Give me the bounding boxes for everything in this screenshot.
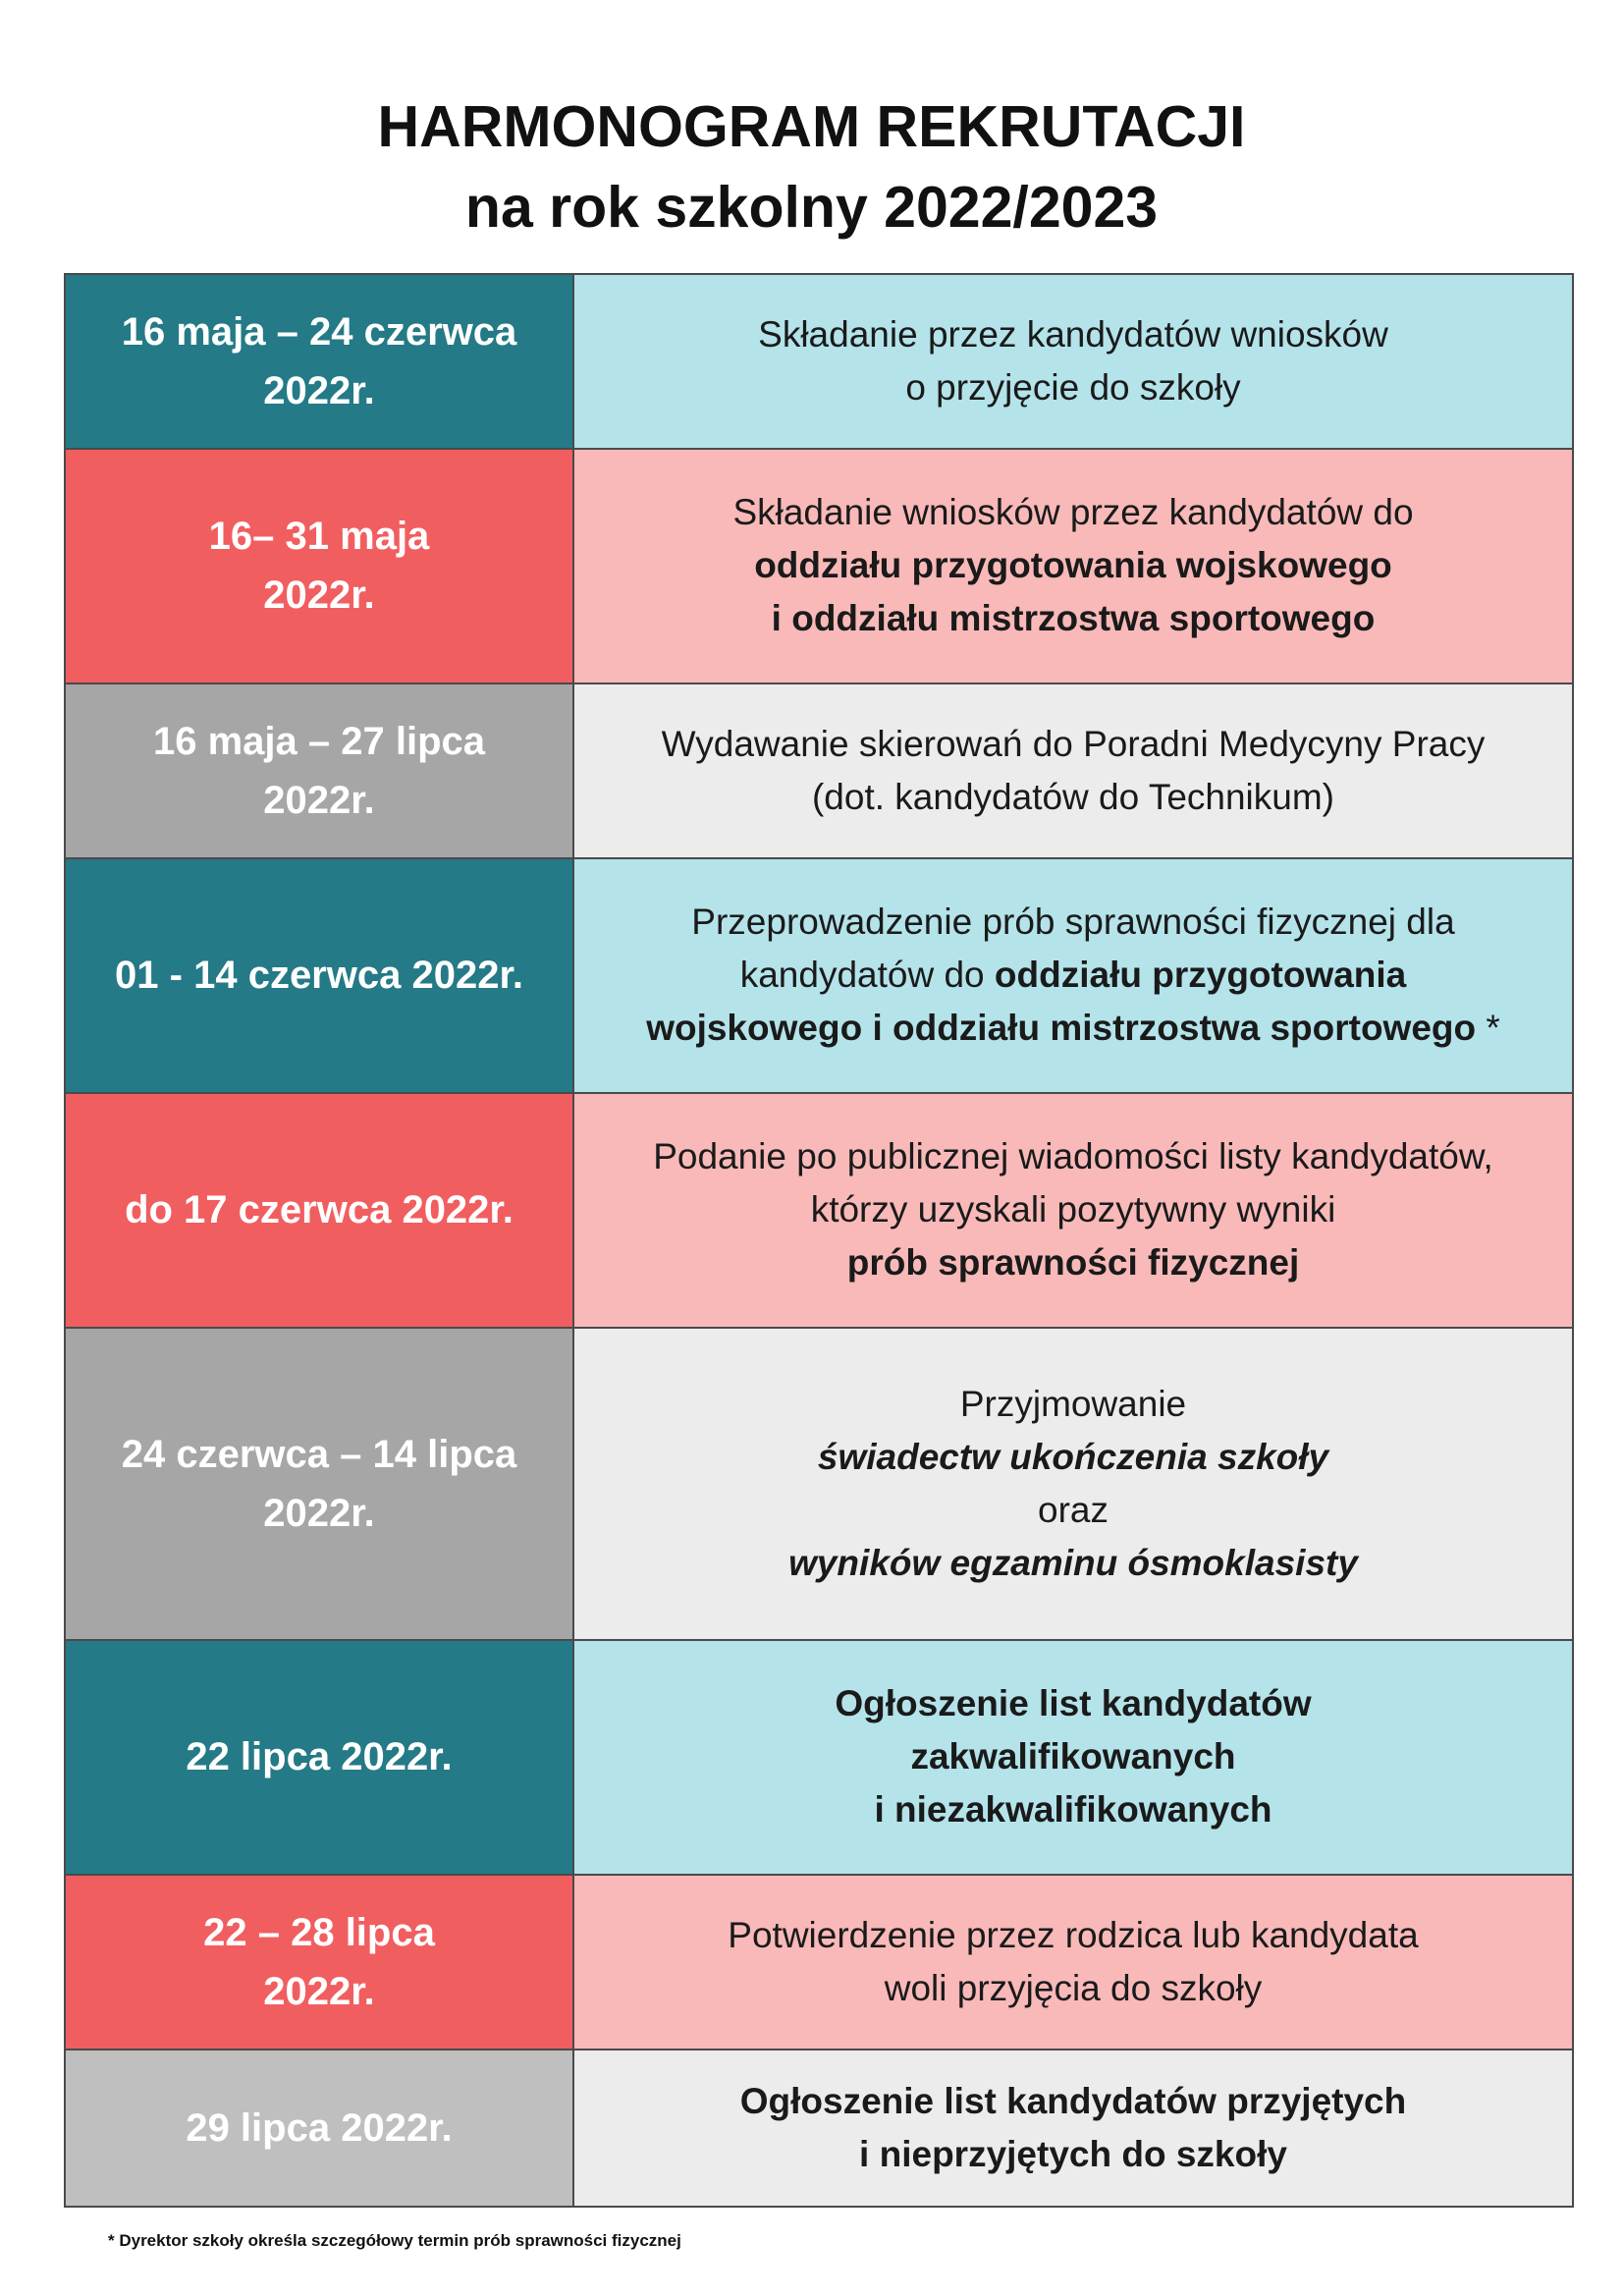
description-text: zakwalifikowanych bbox=[910, 1736, 1236, 1777]
schedule-description-line bbox=[588, 771, 1558, 824]
schedule-row bbox=[65, 683, 1573, 858]
schedule-date-line: 16 maja – 24 czerwca bbox=[121, 309, 517, 354]
schedule-date-line: 2022r. bbox=[263, 1491, 375, 1535]
schedule-date-cell bbox=[65, 1093, 573, 1328]
schedule-description-line bbox=[588, 1730, 1558, 1783]
schedule-row bbox=[65, 1093, 1573, 1328]
title-line-2: na rok szkolny 2022/2023 bbox=[464, 175, 1159, 240]
schedule-date-line: 24 czerwca – 14 lipca bbox=[121, 1432, 517, 1476]
schedule-date-line: 2022r. bbox=[263, 574, 375, 618]
schedule-date-cell bbox=[65, 274, 573, 449]
schedule-description-cell bbox=[573, 449, 1573, 683]
description-text: Przeprowadzenie prób sprawności fizycznej dla bbox=[691, 902, 1455, 943]
schedule-row bbox=[65, 449, 1573, 683]
schedule-description-line bbox=[588, 2075, 1558, 2128]
schedule-description-line bbox=[588, 539, 1558, 592]
schedule-date-line: 01 - 14 czerwca 2022r. bbox=[115, 954, 523, 998]
description-text: (dot. kandydatów do Technikum) bbox=[811, 776, 1334, 817]
schedule-date-line: 16 maja – 27 lipca bbox=[152, 719, 485, 763]
schedule-date-cell bbox=[65, 1875, 573, 2050]
schedule-date-line: 2022r. bbox=[263, 778, 375, 822]
footnote: * Dyrektor szkoły określa szczegółowy termin prób sprawności fizycznej bbox=[108, 2231, 681, 2250]
description-text: i niezakwalifikowanych bbox=[874, 1789, 1272, 1831]
schedule-body bbox=[65, 274, 1573, 2207]
schedule-description-line bbox=[588, 1677, 1558, 1730]
description-text: Składanie wniosków przez kandydatów do bbox=[732, 492, 1414, 533]
schedule-description-line bbox=[588, 1183, 1558, 1236]
schedule-date-line: do 17 czerwca 2022r. bbox=[125, 1188, 514, 1232]
schedule-date-line: 22 – 28 lipca bbox=[203, 1910, 435, 1954]
description-text: Przyjmowanie bbox=[959, 1383, 1187, 1424]
description-text: o przyjęcie do szkoły bbox=[905, 366, 1241, 408]
description-text: Wydawanie skierowań do Poradni Medycyny Pracy bbox=[661, 723, 1486, 764]
schedule-description-line bbox=[588, 949, 1558, 1002]
schedule-description-cell bbox=[573, 683, 1573, 858]
schedule-row bbox=[65, 1875, 1573, 2050]
description-text: Ogłoszenie list kandydatów bbox=[835, 1683, 1312, 1724]
schedule-date-cell bbox=[65, 1328, 573, 1640]
schedule-date-line: 2022r. bbox=[263, 368, 375, 412]
description-text: * bbox=[1476, 1008, 1500, 1049]
schedule-description-line bbox=[588, 1002, 1558, 1055]
schedule-row bbox=[65, 1328, 1573, 1640]
title-line-1: HARMONOGRAM REKRUTACJI bbox=[377, 94, 1246, 159]
schedule-description-line bbox=[588, 592, 1558, 645]
schedule-description-line bbox=[588, 1537, 1558, 1590]
schedule-date-cell bbox=[65, 683, 573, 858]
schedule-description-line bbox=[588, 2128, 1558, 2181]
schedule-row bbox=[65, 1640, 1573, 1875]
schedule-description-cell bbox=[573, 1328, 1573, 1640]
schedule-row bbox=[65, 858, 1573, 1093]
description-text: Składanie przez kandydatów wniosków bbox=[758, 313, 1388, 355]
schedule-description-cell bbox=[573, 1875, 1573, 2050]
schedule-date-cell bbox=[65, 1640, 573, 1875]
schedule-description-line bbox=[588, 1236, 1558, 1289]
schedule-description-cell bbox=[573, 858, 1573, 1093]
description-text: oddziału przygotowania wojskowego bbox=[754, 545, 1392, 586]
description-text: Potwierdzenie przez rodzica lub kandydata bbox=[728, 1914, 1419, 1955]
description-text: i nieprzyjętych do szkoły bbox=[859, 2133, 1287, 2174]
schedule-date-cell bbox=[65, 449, 573, 683]
schedule-description-line bbox=[588, 718, 1558, 771]
description-text: wyników egzaminu ósmoklasisty bbox=[788, 1542, 1358, 1583]
description-text: kandydatów do bbox=[739, 955, 995, 996]
schedule-date-cell bbox=[65, 2050, 573, 2207]
schedule-description-line bbox=[588, 308, 1558, 361]
schedule-description-line bbox=[588, 896, 1558, 949]
schedule-date-cell bbox=[65, 858, 573, 1093]
description-text: wojskowego i oddziału mistrzostwa sportowego bbox=[646, 1008, 1477, 1049]
schedule-description-line bbox=[588, 1378, 1558, 1431]
schedule-row bbox=[65, 274, 1573, 449]
schedule-description-cell bbox=[573, 274, 1573, 449]
schedule-date-line: 16– 31 maja bbox=[208, 515, 430, 559]
description-text: oraz bbox=[1038, 1489, 1109, 1530]
page-title bbox=[0, 86, 1623, 247]
schedule-description-line bbox=[588, 1431, 1558, 1484]
schedule-description-line bbox=[588, 1962, 1558, 2015]
schedule-description-line bbox=[588, 1909, 1558, 1962]
schedule-date-line: 29 lipca 2022r. bbox=[186, 2105, 453, 2150]
description-text: Podanie po publicznej wiadomości listy kandydatów, bbox=[653, 1136, 1493, 1177]
schedule-description-line bbox=[588, 361, 1558, 414]
schedule-description-line bbox=[588, 1484, 1558, 1537]
description-text: woli przyjęcia do szkoły bbox=[884, 1967, 1263, 2008]
description-text: którzy uzyskali pozytywny wyniki bbox=[810, 1189, 1336, 1230]
schedule-description-line bbox=[588, 1130, 1558, 1183]
schedule-description-line bbox=[588, 486, 1558, 539]
schedule-date-line: 22 lipca 2022r. bbox=[186, 1735, 453, 1779]
description-text: oddziału przygotowania bbox=[994, 955, 1407, 996]
schedule-description-cell bbox=[573, 1093, 1573, 1328]
description-text: prób sprawności fizycznej bbox=[846, 1242, 1300, 1284]
schedule-description-line bbox=[588, 1783, 1558, 1836]
schedule-row bbox=[65, 2050, 1573, 2207]
description-text: i oddziału mistrzostwa sportowego bbox=[771, 598, 1376, 639]
schedule-description-cell bbox=[573, 2050, 1573, 2207]
description-text: Ogłoszenie list kandydatów przyjętych bbox=[739, 2080, 1407, 2121]
description-text: świadectw ukończenia szkoły bbox=[817, 1436, 1329, 1477]
schedule-description-cell bbox=[573, 1640, 1573, 1875]
schedule-date-line: 2022r. bbox=[263, 1969, 375, 2013]
recruitment-schedule-table bbox=[64, 273, 1574, 2208]
